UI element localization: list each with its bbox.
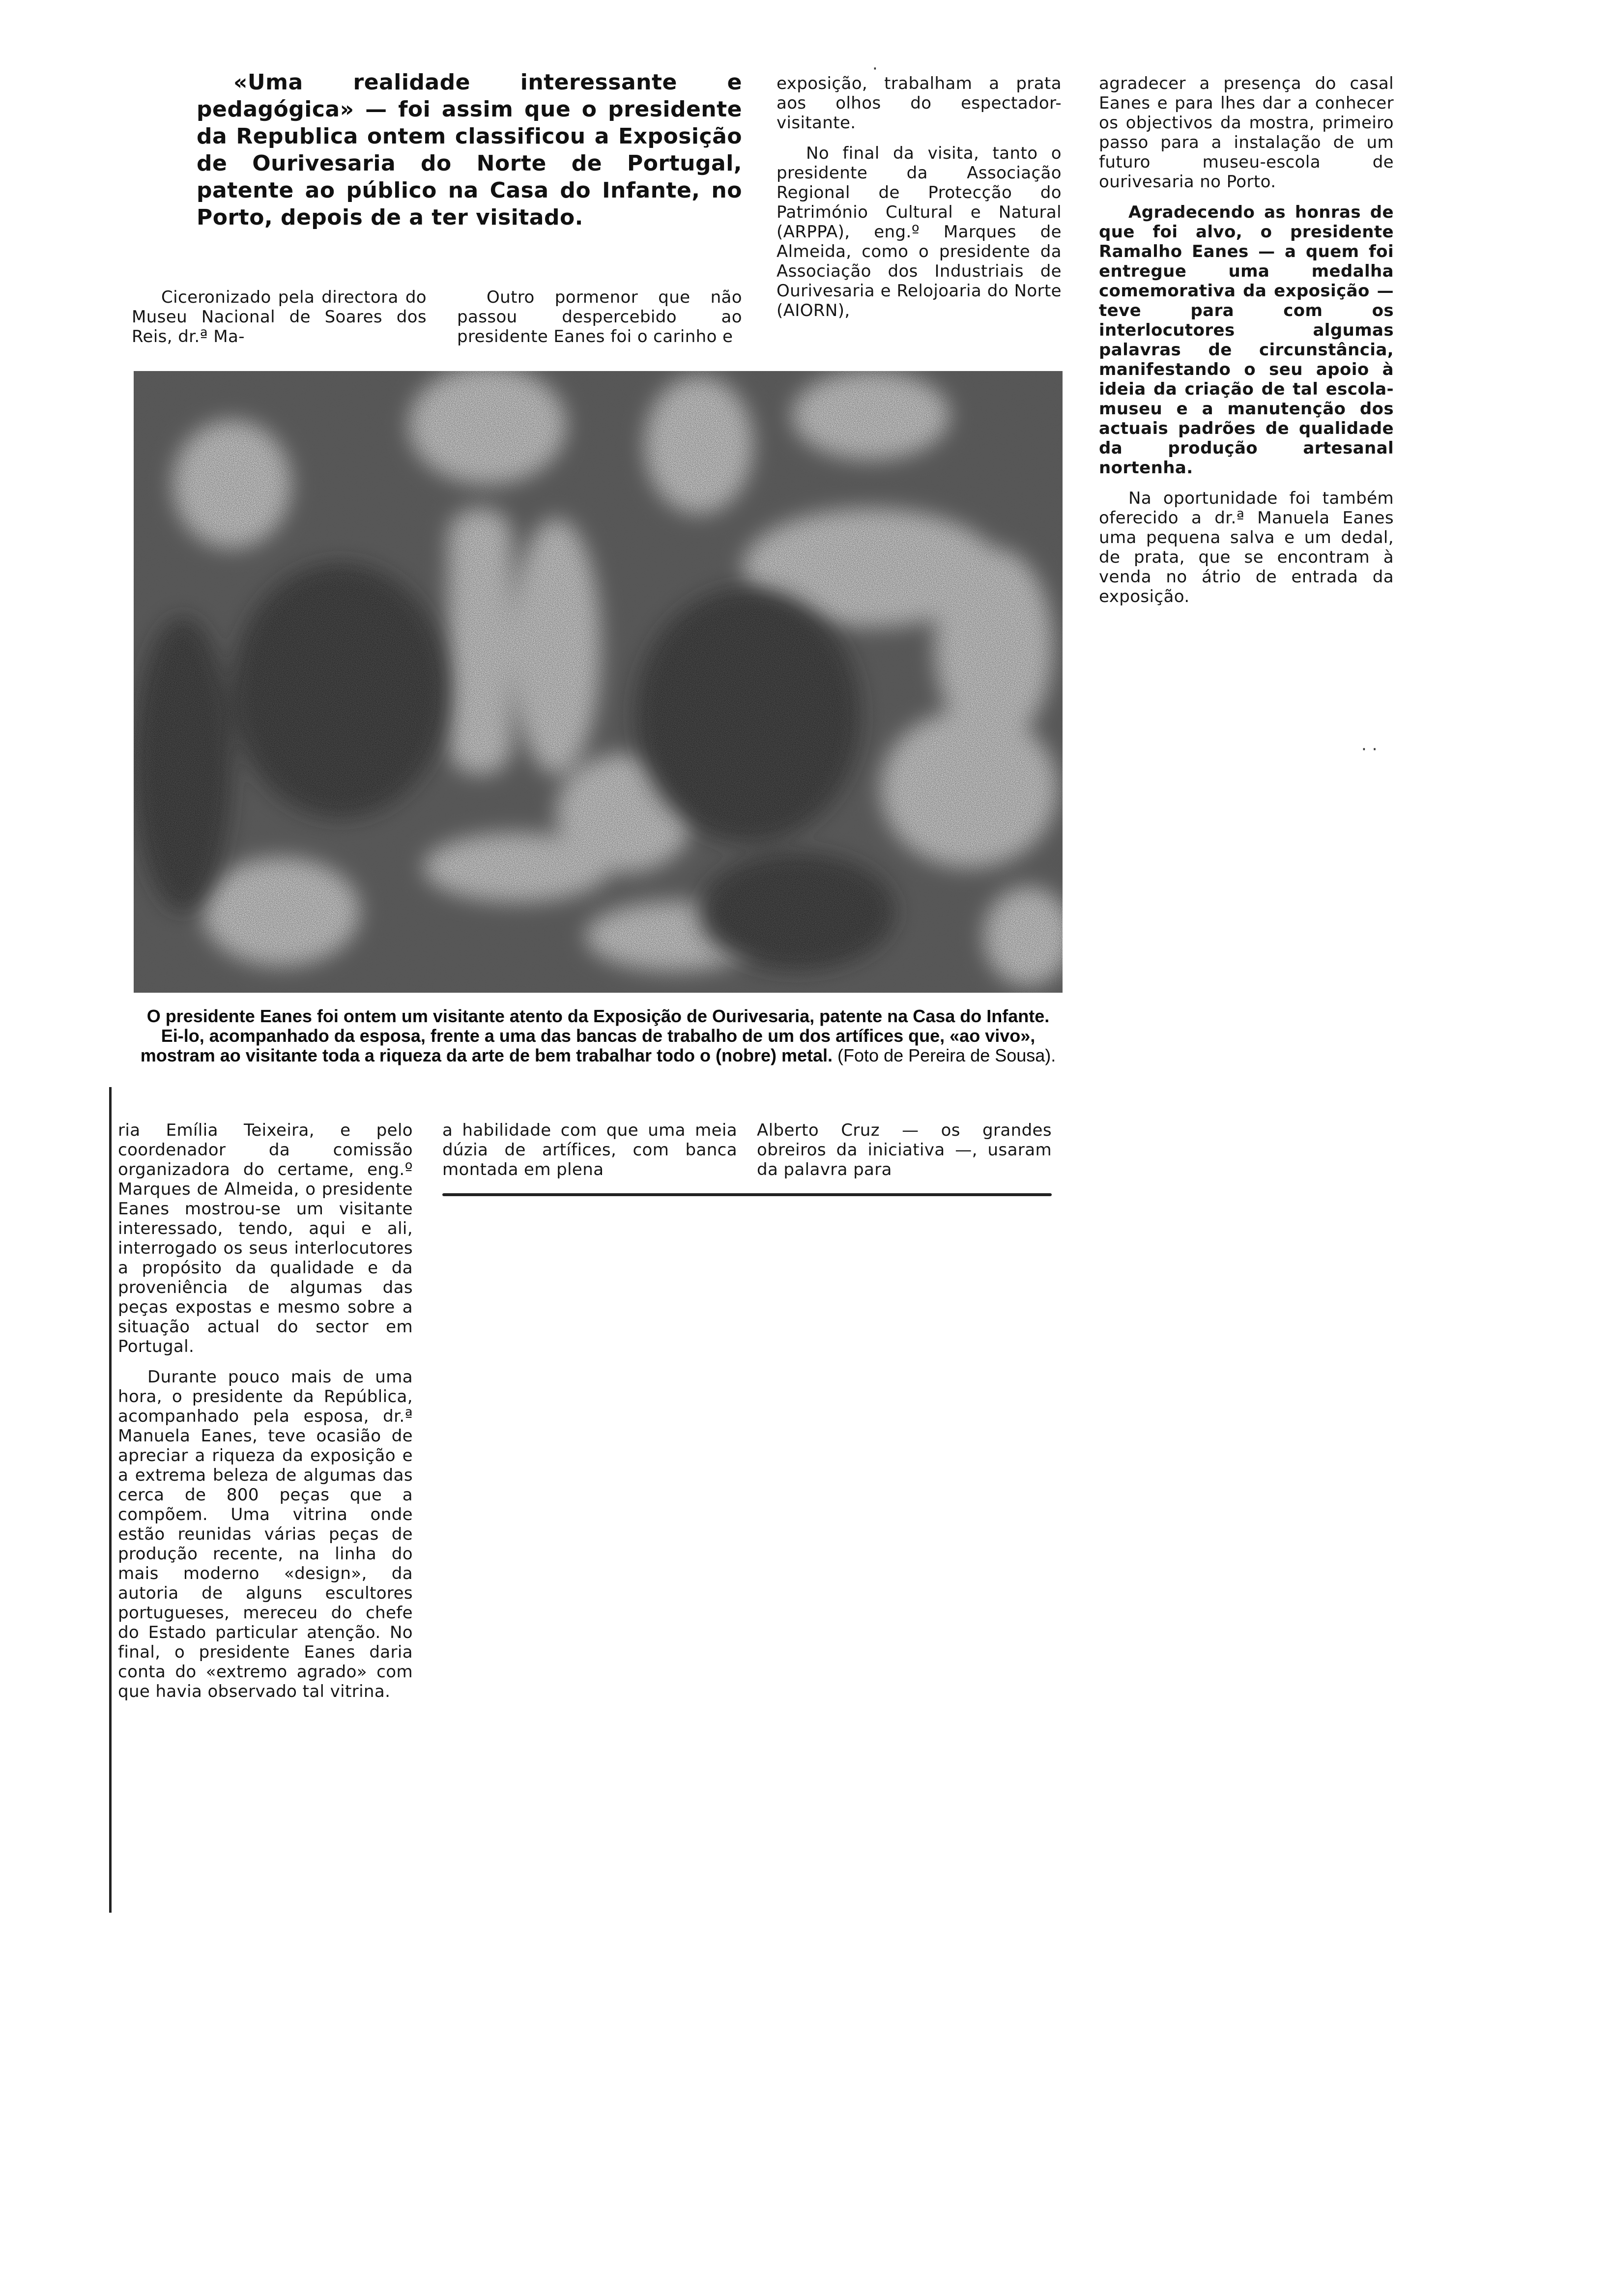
photo-caption [139, 1006, 1058, 1065]
article-lede [197, 69, 742, 231]
col3-paragraph-1: exposição, trabalham a prata aos olhos do espectador-visitante. [777, 74, 1062, 133]
column-rule [109, 1087, 112, 1913]
column-1-bottom [118, 1120, 413, 1701]
column-4 [1099, 74, 1394, 606]
speck-mark: · [872, 59, 878, 79]
end-mark: · · [1361, 740, 1378, 759]
col4-paragraph-2: Agradecendo as honras de que foi alvo, o presidente Ramalho Eanes — a quem foi entregue uma medalha comemorativa da exposição — teve para com os interlocutores algumas palavras de circunstância, manifestando o seu apoio à ideia da criação de tal escola-museu e a manutenção dos actuais padrões de qualidade da produção artesanal nortenha. [1099, 202, 1394, 478]
col1-bottom-paragraph-2: Durante pouco mais de uma hora, o presidente da República, acompanhado pela esposa, dr.ª Manuela Eanes, teve ocasião de apreciar a riqueza da exposição e a extrema beleza de algumas das cerca de 800 peças que a compõem. Uma vitrina onde estão reunidas várias peças de produção recente, na linha do mais moderno «design», da autoria de alguns escultores portugueses, mereceu do chefe do Estado particular atenção. No final, o presidente Eanes daria conta do «extremo agrado» com que havia observado tal vitrina. [118, 1367, 413, 1701]
lede-paragraph: «Uma realidade interessante e pedagógica» — foi assim que o presidente da Republica ontem classificou a Exposição de Ourivesaria do Norte de Portugal, patente ao público na Casa do Infante, no Porto, depois de a ter visitado. [197, 70, 742, 230]
column-2-top [457, 287, 742, 346]
photo-halftone [134, 371, 1063, 993]
col3-bottom-paragraph: Alberto Cruz — os grandes obreiros da iniciativa —, usaram da palavra para [757, 1120, 1052, 1179]
column-3-bottom [757, 1120, 1052, 1179]
col3-paragraph-2: No final da visita, tanto o presidente da Associação Regional de Protecção do Património Cultural e Natural (ARPPA), eng.º Marques de Almeida, como o presidente da Associação dos Industriais de Ourivesaria e Relojoaria do Norte (AIORN), [777, 144, 1062, 320]
col2-top-paragraph: Outro pormenor que não passou despercebido ao presidente Eanes foi o carinho e [457, 287, 742, 346]
news-photo [134, 371, 1063, 993]
section-rule [442, 1193, 1052, 1196]
caption-text: O presidente Eanes foi ontem um visitante atento da Exposição de Ourivesaria, patente na Casa do Infante. Ei-lo, acompanhado da esposa, frente a uma das bancas de trabalho de um dos artífices que, «ao vivo», mostram ao visitante toda a riqueza da arte de bem trabalhar todo o (nobre) metal. [140, 1006, 1050, 1065]
col1-top-paragraph: Cicer‌onizado pela directora do Museu Nacional de Soares dos Reis, dr.ª Ma- [132, 287, 427, 346]
col4-paragraph-1: agradecer a presença do casal Eanes e para lhes dar a conhecer os objectivos da mostra, primeiro passo para a instalação de um futuro museu-escola de ourivesaria no Porto. [1099, 74, 1394, 192]
photo-credit: (Foto de Pereira de Sousa). [837, 1045, 1056, 1065]
column-1-top [132, 287, 427, 346]
col4-paragraph-3: Na oportunidade foi também oferecido a dr.ª Manuela Eanes uma pequena salva e um dedal, de prata, que se encontram à venda no átrio de entrada da exposição. [1099, 488, 1394, 606]
col1-bottom-paragraph-1: ria Emília Teixeira, e pelo coordenador da comissão organizadora do certame, eng.º Marques de Almeida, o presidente Eanes mostrou-se um visitante interessado, tendo, aqui e ali, interrogado os seus interlocutores a propósito da qualidade e da proveniência de algumas das peças expostas e mesmo sobre a situação actual do sector em Portugal. [118, 1120, 413, 1356]
column-3-top [777, 74, 1062, 320]
column-2-bottom [442, 1120, 737, 1179]
col2-bottom-paragraph: a habilidade com que uma meia dúzia de artífices, com banca montada em plena [442, 1120, 737, 1179]
